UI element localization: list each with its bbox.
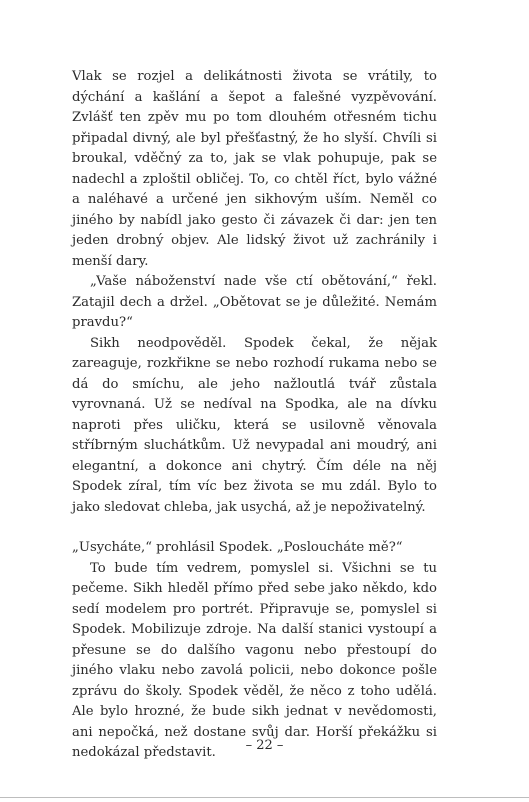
page-number: – 22 – [245,738,284,753]
paragraph: To bude tím vedrem, pomyslel si. Všichni se tu pečeme. Sikh hleděl přímo před sebe jako někdo, kdo sedí modelem pro portrét. Připravuje se, pomyslel si Spodek. Mobilizuje zdroje. Na další stanici vystoupí a přesune se do dalšího vagonu nebo přestoupí do jiného vlaku nebo zavolá policii, nebo dokonce pošle zprávu do školy. Spodek věděl, že něco z toho udělá. Ale bylo hrozné, že bude sikh jednat v nevědomosti, ani nepočká, než dostane svůj dar. Horší překážku si nedokázal představit. [72,560,437,760]
paragraph: „Vaše náboženství nade vše ctí obětování,“ řekl. Zatajil dech a držel. „Obětovat se je důležité. Nemám pravdu?“ [72,274,437,330]
body-text [72,67,437,764]
page-edge-divider [0,797,529,798]
paragraph: „Usycháte,“ prohlásil Spodek. „Posloucháte mě?“ [72,540,403,555]
paragraph: Vlak se rozjel a delikátnosti života se vrátily, to dýchání a kašlání a šepot a falešné vyzpěvování. Zvlášť ten zpěv mu po tom dlouhém otřesném tichu připadal divný, ale byl přešťastný, že ho slyší. Chvíli si broukal, vděčný za to, jak se vlak pohupuje, pak se nadechl a zploštil obličej. To, co chtěl říct, bylo vážné a naléhavé a určené jen sikhovým uším. Neměl co jiného by nabídl jako gesto či závazek či dar: jen ten jeden drobný objev. Ale lidský život už zachránily i menší dary. [72,69,437,269]
section-break [72,518,437,538]
paragraph: Sikh neodpověděl. Spodek čekal, že nějak zareaguje, rozkřikne se nebo rozhodí rukama nebo se dá do smíchu, ale jeho nažloutlá tvář zůstala vyrovnaná. Už se nedíval na Spodka, ale na dívku naproti přes uličku, která se usilovně věnovala stříbrným sluchátkům. Už nevypadal ani moudrý, ani elegantní, a dokonce ani chytrý. Čím déle na něj Spodek zíral, tím víc bez života se mu zdál. Bylo to jako sledovat chleba, jak usychá, až je nepoživatelný. [72,335,437,515]
